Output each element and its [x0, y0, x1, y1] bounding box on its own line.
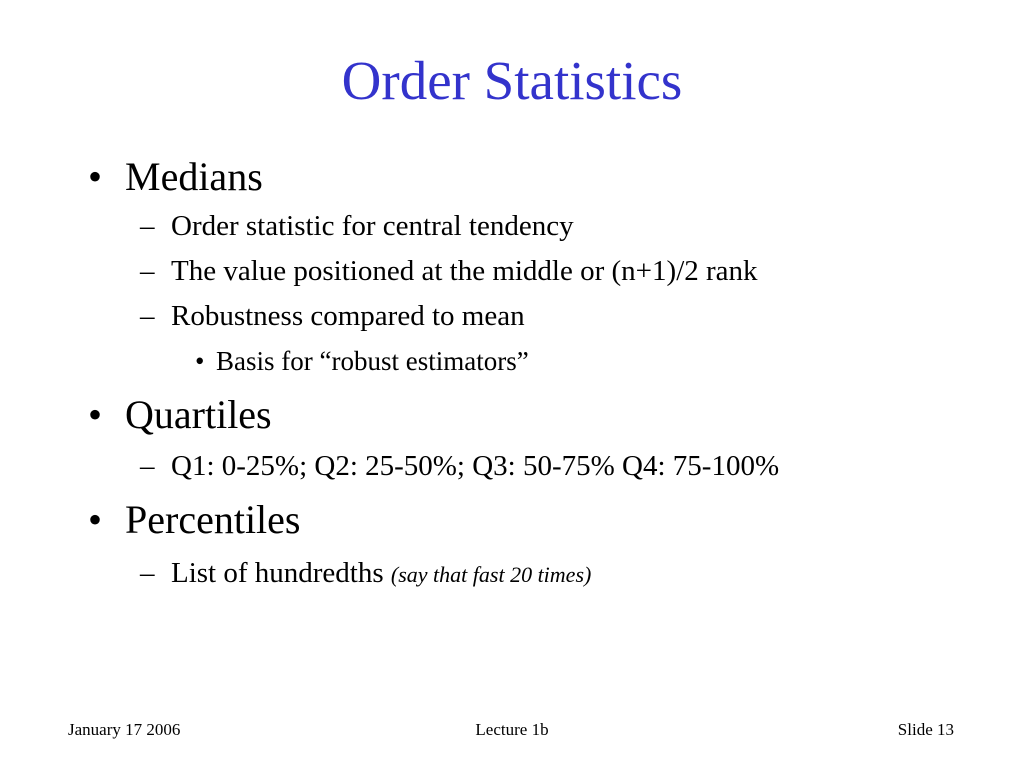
- bullet-marker: •: [88, 392, 103, 437]
- dash-marker: –: [140, 300, 155, 332]
- sub-bullet-text: Q1: 0-25%; Q2: 25-50%; Q3: 50-75% Q4: 75-100%: [171, 450, 780, 482]
- footer-date: January 17 2006: [68, 720, 181, 739]
- bullet-marker: •: [88, 154, 103, 199]
- bullet-text: Quartiles: [125, 392, 272, 437]
- sub-bullet-emphasis: (say that fast 20 times): [390, 562, 592, 587]
- dash-marker: –: [140, 255, 155, 287]
- sub-bullet-text: [171, 555, 591, 593]
- sub-sub-bullet-text: Basis for “robust estimators”: [216, 346, 529, 376]
- sub-bullet-text: Order statistic for central tendency: [171, 210, 574, 242]
- dash-marker: –: [140, 210, 155, 242]
- bullet-text: Percentiles: [125, 497, 301, 542]
- bullet-marker: •: [88, 497, 103, 542]
- dash-marker: –: [140, 450, 155, 482]
- footer-slide-number: Slide 13: [897, 720, 954, 739]
- footer-lecture: Lecture 1b: [475, 720, 549, 739]
- bullet-text: Medians: [125, 154, 263, 199]
- sub-bullet-main-text: List of hundredths: [171, 557, 384, 589]
- sub-bullet-text: Robustness compared to mean: [171, 300, 525, 332]
- bullet-marker: •: [195, 346, 205, 376]
- dash-marker: –: [140, 557, 155, 589]
- slide-title: Order Statistics: [341, 50, 683, 111]
- sub-bullet-text: The value positioned at the middle or (n+1)/2 rank: [171, 255, 758, 287]
